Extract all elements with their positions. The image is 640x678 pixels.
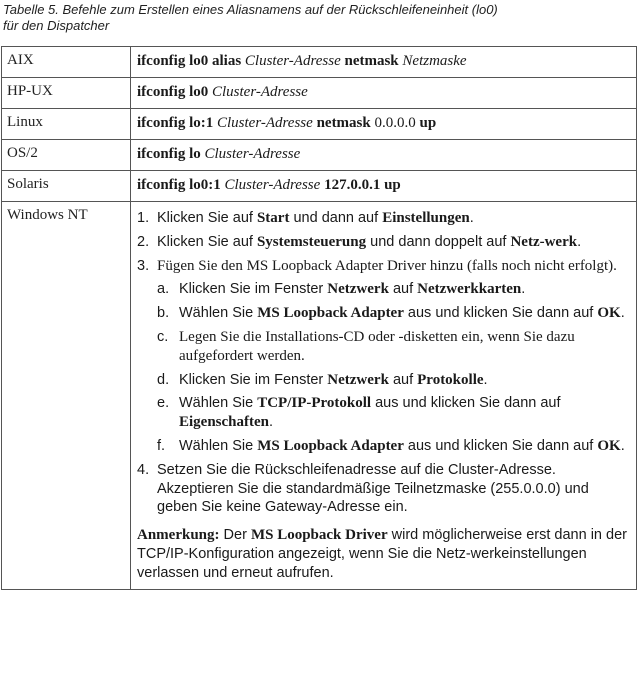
- os-cell: Windows NT: [2, 202, 131, 590]
- text-run: .: [620, 437, 625, 454]
- text-run: Fügen Sie den MS Loopback Adapter Driver hinzu (falls noch nicht erfolgt).: [157, 257, 617, 274]
- text-run: Wählen Sie: [179, 395, 258, 412]
- step-text: [157, 258, 617, 274]
- os-cell: HP-UX: [2, 78, 131, 109]
- bold-text: MS Loopback Driver: [250, 527, 388, 544]
- list-item: [137, 394, 632, 432]
- list-item: [137, 257, 632, 276]
- substep-text: [179, 372, 488, 388]
- text-run: und dann auf: [289, 210, 383, 226]
- command-table: [1, 46, 637, 590]
- os-cell: Linux: [2, 109, 131, 140]
- step-number: 4.: [137, 461, 150, 478]
- text-run: auf: [388, 371, 418, 388]
- bold-text: MS Loopback Adapter: [257, 437, 404, 454]
- list-item: [137, 437, 632, 456]
- step-text: [157, 210, 474, 226]
- bold-text: Einstellungen: [382, 210, 470, 226]
- list-item: [137, 371, 632, 390]
- text-run: Setzen Sie die Rückschleifenadresse auf die Cluster-Adresse. Akzeptieren Sie die standardmäßige Teilnetzmaske (255.0.0.0) und geben Sie keine Gateway-Adresse ein.: [157, 461, 589, 516]
- italic-text: Cluster-Adresse: [224, 177, 321, 193]
- list-item: [137, 328, 632, 366]
- bold-text: Eigenschaften: [179, 414, 269, 431]
- bold-text: netmask: [312, 115, 375, 131]
- list-item: [137, 280, 632, 299]
- text-run: Legen Sie die Installations-CD oder -disketten ein, wenn Sie dazu aufgefordert werden.: [179, 328, 575, 364]
- bold-text: Netz-werk: [510, 233, 578, 250]
- step-number: 2.: [137, 233, 150, 250]
- bold-text: ifconfig lo0 alias: [137, 53, 245, 69]
- bold-text: Start: [256, 210, 290, 226]
- list-item: [137, 461, 632, 517]
- bold-text: Anmerkung:: [137, 527, 220, 544]
- os-cell: OS/2: [2, 140, 131, 171]
- bold-text: 127.0.0.1 up: [320, 177, 401, 193]
- bold-text: MS Loopback Adapter: [257, 305, 404, 322]
- table-row: [2, 171, 637, 202]
- italic-text: Cluster-Adresse: [212, 84, 308, 100]
- table-row: [2, 47, 637, 78]
- italic-text: Cluster-Adresse: [244, 53, 341, 69]
- text-run: Klicken Sie im Fenster: [179, 281, 328, 298]
- bold-text: ifconfig lo: [137, 146, 205, 162]
- text-run: und dann doppelt auf: [366, 233, 511, 250]
- text-run: wird möglicherweise erst dann in der TCP/IP-Konfiguration angezeigt, wenn Sie die Netz-werkeinstellungen verlassen und erneut aufrufen.: [137, 527, 627, 581]
- bold-text: up: [415, 115, 437, 131]
- command-cell: [131, 140, 637, 171]
- os-cell: Solaris: [2, 171, 131, 202]
- text-run: .: [469, 210, 474, 226]
- substep-text: [179, 329, 575, 364]
- substep-letter: c.: [157, 328, 169, 345]
- command-cell: [131, 109, 637, 140]
- command-cell: [131, 78, 637, 109]
- substep-text: [179, 281, 525, 297]
- italic-text: Netzmaske: [402, 53, 467, 69]
- os-cell: AIX: [2, 47, 131, 78]
- caption-line-1: Tabelle 5. Befehle zum Erstellen eines Aliasnamens auf der Rückschleifeneinheit (lo0): [3, 2, 498, 17]
- command-cell: [131, 171, 637, 202]
- bold-text: OK: [597, 305, 621, 322]
- bold-text: Netzwerkkarten: [417, 281, 522, 298]
- text-run: aus und klicken Sie dann auf: [403, 437, 598, 454]
- substep-letter: e.: [157, 395, 170, 412]
- table-row-windows: [2, 202, 637, 590]
- text-run: .: [269, 414, 274, 431]
- step-text: [157, 462, 589, 516]
- bold-text: ifconfig lo0:1: [137, 177, 225, 193]
- list-item: [137, 304, 632, 323]
- text-run: Der: [219, 527, 251, 544]
- step-text: [157, 234, 581, 250]
- substep-text: [179, 395, 561, 430]
- bold-text: Netzwerk: [327, 371, 389, 388]
- table-row: [2, 109, 637, 140]
- substep-letter: d.: [157, 371, 170, 388]
- text-run: 0.0.0.0: [374, 115, 416, 131]
- text-run: .: [577, 233, 582, 250]
- step-number: 1.: [137, 210, 150, 226]
- table-row: [2, 140, 637, 171]
- text-run: .: [483, 371, 488, 388]
- bold-text: Netzwerk: [327, 281, 389, 298]
- list-item: [137, 233, 632, 252]
- text-run: Klicken Sie auf: [157, 210, 257, 226]
- bold-text: TCP/IP-Protokoll: [257, 395, 372, 412]
- bold-text: OK: [597, 437, 621, 454]
- bold-text: ifconfig lo0: [137, 84, 212, 100]
- windows-steps: [131, 202, 636, 589]
- text-run: Wählen Sie: [179, 437, 258, 454]
- text-run: Klicken Sie im Fenster: [179, 371, 328, 388]
- bold-text: ifconfig lo:1: [137, 115, 217, 131]
- text-run: auf: [388, 281, 418, 298]
- italic-text: Cluster-Adresse: [204, 146, 301, 162]
- table-row: [2, 78, 637, 109]
- caption-line-2: für den Dispatcher: [3, 17, 110, 33]
- windows-steps-cell: [131, 202, 637, 590]
- substep-text: [179, 305, 625, 321]
- command-cell: [131, 47, 637, 78]
- step-number: 3.: [137, 257, 150, 274]
- text-run: aus und klicken Sie dann auf: [403, 305, 598, 322]
- substep-letter: f.: [157, 437, 166, 454]
- text-run: Klicken Sie auf: [157, 233, 257, 250]
- note-paragraph: [137, 526, 632, 582]
- text-run: .: [620, 305, 625, 322]
- table-caption: [3, 2, 639, 33]
- text-run: aus und klicken Sie dann auf: [371, 395, 561, 412]
- list-item: [137, 209, 632, 228]
- bold-text: Systemsteuerung: [256, 233, 367, 250]
- substep-letter: a.: [157, 281, 170, 298]
- bold-text: netmask: [340, 53, 403, 69]
- substep-letter: b.: [157, 305, 170, 322]
- text-run: Wählen Sie: [179, 305, 258, 322]
- substep-text: [179, 438, 625, 454]
- bold-text: Protokolle: [417, 371, 484, 388]
- italic-text: Cluster-Adresse: [217, 115, 313, 131]
- text-run: .: [521, 281, 526, 298]
